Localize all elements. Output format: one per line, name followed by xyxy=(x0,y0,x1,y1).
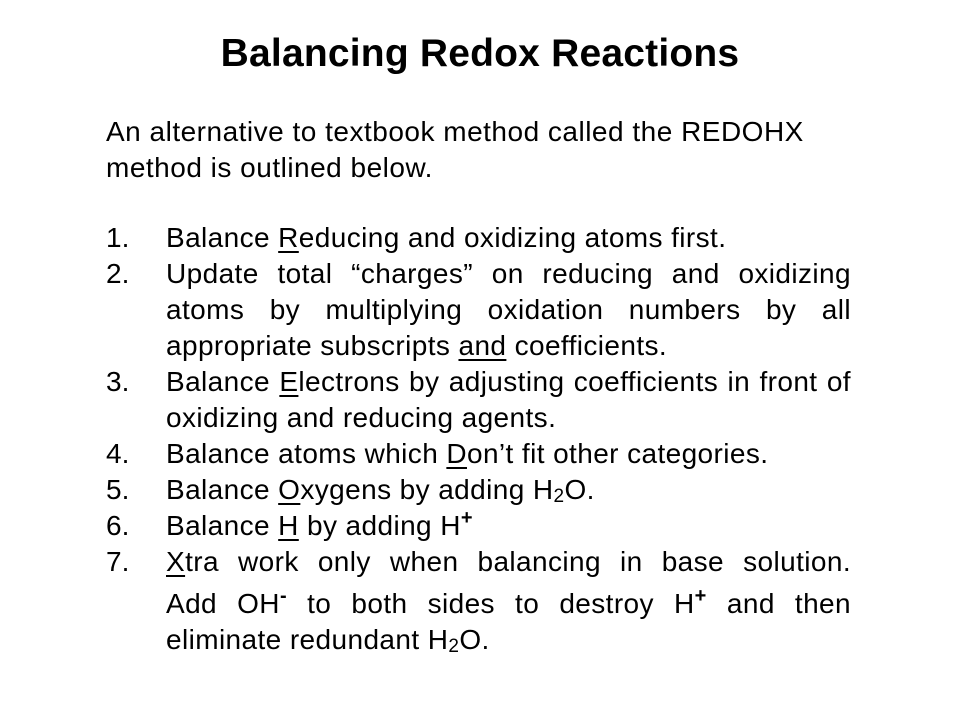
step-text xyxy=(166,364,851,436)
step-number: 3. xyxy=(106,366,130,397)
steps-list xyxy=(106,220,851,658)
step-key-letter: E xyxy=(279,366,299,397)
step-text-pre: Balance atoms which xyxy=(166,438,447,469)
step-text-pre: Balance xyxy=(166,510,279,541)
intro-paragraph: An alternative to textbook method called the REDOHX method is outlined below. xyxy=(106,116,804,183)
step-7-extra xyxy=(166,586,851,658)
step-6 xyxy=(106,508,851,544)
step-5 xyxy=(106,472,851,508)
extra-text-b: to both sides to destroy H xyxy=(287,588,695,619)
superscript: - xyxy=(279,585,287,607)
step-text-post: xygens by adding H xyxy=(300,474,554,505)
step-text-post: on’t fit other categories. xyxy=(466,438,769,469)
step-text xyxy=(166,472,851,508)
step-3 xyxy=(106,364,851,436)
step-number: 5. xyxy=(106,474,130,505)
step-text-end: O. xyxy=(564,474,595,505)
step-number: 4. xyxy=(106,438,130,469)
step-text-post: tra work only when balancing in base solution. xyxy=(185,546,851,577)
step-1 xyxy=(106,220,851,256)
step-2 xyxy=(106,256,851,364)
step-text-post: educing and oxidizing atoms first. xyxy=(298,222,727,253)
slide-title: Balancing Redox Reactions xyxy=(220,32,740,75)
step-number: 1. xyxy=(106,222,130,253)
step-text xyxy=(166,220,851,256)
step-text-pre: Update total “charges” on reducing and oxidizing atoms by multiplying oxidation numbers by all appropriate subscripts xyxy=(166,258,851,361)
step-key-letter: O xyxy=(278,474,301,505)
step-4 xyxy=(106,436,851,472)
superscript: + xyxy=(460,507,473,529)
step-7 xyxy=(106,544,851,658)
step-text-pre: Balance xyxy=(166,366,280,397)
step-text-pre: Balance xyxy=(166,222,279,253)
step-number: 7. xyxy=(106,546,130,577)
superscript: + xyxy=(694,585,707,607)
extra-text-a: Add OH xyxy=(166,588,280,619)
extra-text-c: and then eliminate redundant H xyxy=(166,588,851,655)
step-number: 2. xyxy=(106,258,130,289)
step-key-letter: D xyxy=(446,438,467,469)
subscript: 2 xyxy=(448,636,460,657)
step-number: 6. xyxy=(106,510,130,541)
step-text-post: coefficients. xyxy=(506,330,668,361)
step-key-word: and xyxy=(458,330,507,361)
extra-text-d: O. xyxy=(459,624,490,655)
step-key-letter: X xyxy=(166,546,186,577)
step-text xyxy=(166,436,851,472)
step-text-post: lectrons by adjusting coefficients in front of oxidizing and reducing agents. xyxy=(166,366,851,433)
step-text xyxy=(166,508,851,544)
step-text xyxy=(166,256,851,364)
step-text-pre: Balance xyxy=(166,474,279,505)
subscript: 2 xyxy=(553,486,565,507)
step-text-post: by adding H xyxy=(298,510,461,541)
step-text xyxy=(166,544,851,580)
step-key-letter: H xyxy=(278,510,299,541)
step-key-letter: R xyxy=(278,222,299,253)
